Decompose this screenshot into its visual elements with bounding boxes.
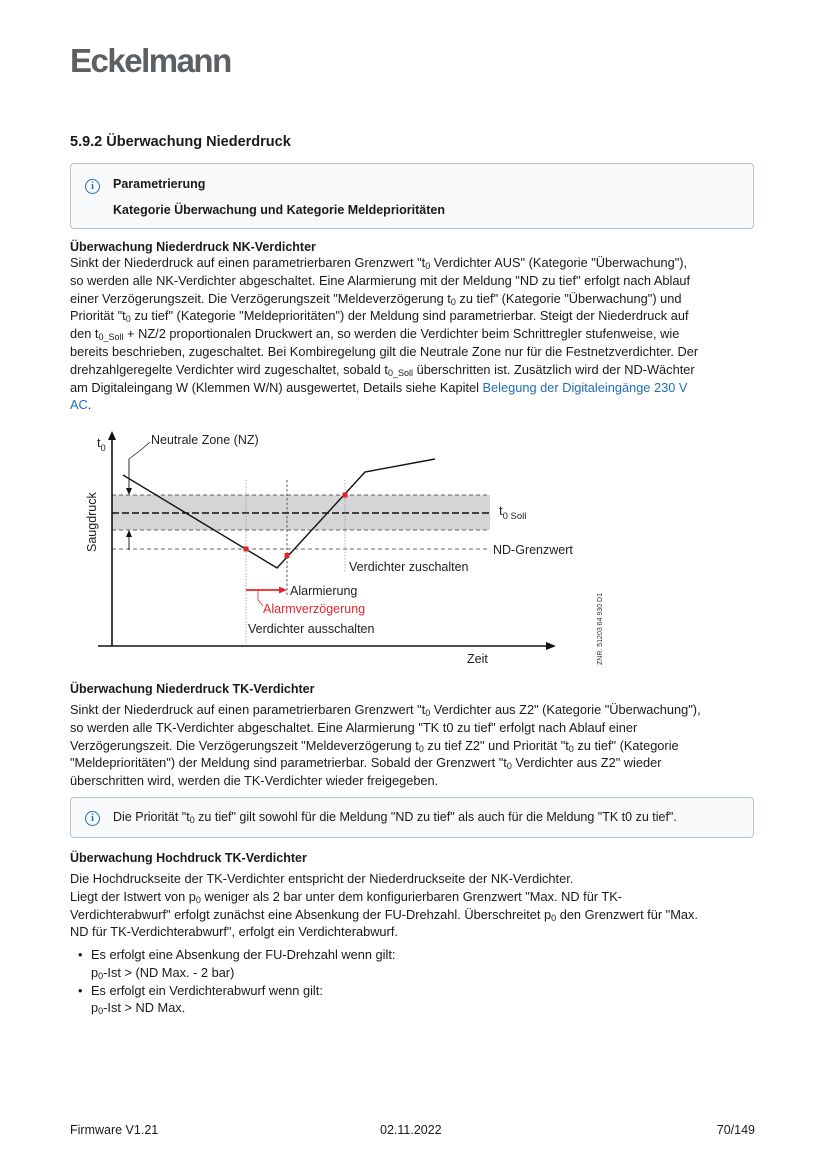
compressors-off-label: Verdichter ausschalten (248, 622, 375, 636)
info-box-subtitle: Kategorie Überwachung und Kategorie Meldeprioritäten (113, 203, 445, 217)
info-box-title: Parametrierung (113, 177, 206, 191)
footer-firmware: Firmware V1.21 (70, 1123, 159, 1137)
neutral-zone-label: Neutrale Zone (NZ) (151, 433, 259, 447)
tk-line: Sinkt der Niederdruck auf einen parametrierbaren Grenzwert "$t_0$ Verdichter aus Z2" (Kategorie "Überwachung"), (70, 702, 701, 718)
eckelmann-logo: Eckelmann (70, 42, 231, 79)
limit-crossing-point (244, 547, 249, 552)
alarm-label: Alarmierung (290, 584, 358, 598)
y-axis-label: Saugdruck (85, 492, 99, 552)
tk-line: Verzögerungszeit. Die Verzögerungszeit "Meldeverzögerung $t_0$ zu tief Z2" und Priorität "$t_0$ zu tief" (Kategorie (70, 737, 679, 754)
hd-paragraph (70, 870, 760, 941)
hd-line: ND für TK-Verdichterabwurf", erfolgt ein Verdichterabwurf. (70, 924, 398, 940)
nk-paragraph (70, 254, 760, 414)
compressors-on-label: Verdichter zuschalten (349, 560, 469, 574)
hd-bullet-list (78, 946, 395, 1017)
low-pressure-diagram (80, 428, 620, 673)
alarm-point (285, 553, 290, 558)
nk-line: einer Verzögerungszeit. Die Verzögerungszeit "Meldeverzögerung $t_0$ zu tief" (Kategorie "Überwachung") und (70, 290, 682, 307)
tk-line: so werden alle TK-Verdichter abgeschaltet. Eine Alarmierung "TK t0 zu tief" erfolgt nach Ablauf einer (70, 719, 638, 735)
bullet-item: • Es erfolgt ein Verdichterabwurf wenn gilt: $p_0$-Ist > ND Max. (78, 982, 395, 1018)
section-title: 5.9.2 Überwachung Niederdruck (70, 134, 291, 150)
footer-page-number: 70/149 (716, 1123, 755, 1137)
info-box-text: Die Priorität "$t_0$ zu tief" gilt sowohl für die Meldung "ND zu tief" als auch für die Meldung "TK t0 zu tief". (113, 810, 677, 825)
tk-line: "Meldeprioritäten") der Meldung sind parametrierbar. Sobald der Grenzwert "$t_0$ Verdichter aus Z2" wieder (70, 755, 662, 772)
hd-line: Die Hochdruckseite der TK-Verdichter entspricht der Niederdruckseite der NK-Verdichter. (70, 871, 574, 886)
hd-heading: Überwachung Hochdruck TK-Verdichter (70, 851, 307, 865)
setpoint-label: $t_{0 Soll}$ (499, 503, 527, 522)
drawing-number: ZNR. 51203 64 930 D1 (597, 593, 604, 665)
digital-inputs-link-cont[interactable]: AC (70, 397, 88, 413)
bullet-item: • Es erfolgt eine Absenkung der FU-Drehzahl wenn gilt: $p_0$-Ist > (ND Max. - 2 bar) (78, 946, 395, 982)
nk-line: den $t_{0\_Soll} + NZ/2$ proportionalen Druckwert an, so werden die Verdichter beim Schrittregler stufenweise, wie (70, 326, 680, 343)
parametrierung-info-box (70, 163, 754, 229)
nk-line: Sinkt der Niederdruck auf einen parametrierbaren Grenzwert "$t_0$ Verdichter AUS" (Kategorie "Überwachung"), (70, 255, 688, 271)
y-axis-arrow-icon (108, 431, 116, 440)
limit-label: ND-Grenzwert (493, 543, 573, 557)
nk-line: drehzahlgeregelte Verdichter wird zugeschaltet, sobald $t_{0\_Soll}$ überschritten ist. Zusätzlich wird der ND-Wächter (70, 361, 695, 378)
priority-info-box (70, 797, 754, 838)
digital-inputs-link[interactable]: Belegung der Digitaleingänge 230 V (482, 379, 688, 395)
hd-line: Verdichterabwurf" erfolgt zunächst eine Absenkung der FU-Drehzahl. Überschreitet $p_0$ den Grenzwert für "Max. (70, 906, 698, 923)
nk-line: bereits beschrieben, zugeschaltet. Bei Kombiregelung gilt die Neutrale Zone nur für die Festnetzverdichter. Der (70, 343, 699, 359)
tk-paragraph (70, 701, 760, 790)
info-icon: i (85, 179, 100, 194)
nk-line: so werden alle NK-Verdichter abgeschaltet. Eine Alarmierung mit der Meldung "ND zu tief" erfolgt nach Ablauf (70, 272, 691, 288)
nk-line: Priorität "$t_0$ zu tief" (Kategorie "Meldeprioritäten") der Meldung sind parametrierbar. Steigt der Niederdruck auf (70, 308, 689, 325)
x-axis-label: Zeit (467, 652, 488, 666)
nk-line: AC. (70, 397, 92, 413)
y-axis-symbol: $t_0$ (97, 435, 106, 453)
info-icon: i (85, 811, 100, 826)
x-axis-arrow-icon (546, 642, 556, 650)
footer-date: 02.11.2022 (380, 1123, 442, 1137)
zone-crossing-point (343, 493, 348, 498)
hd-line: Liegt der Istwert von $p_0$ weniger als 2 bar unter dem konfigurierbaren Grenzwert "Max. ND für TK- (70, 888, 623, 905)
tk-line: überschritten wird, werden die TK-Verdichter wieder freigegeben. (70, 773, 439, 789)
nk-heading: Überwachung Niederdruck NK-Verdichter (70, 240, 316, 254)
nk-line: am Digitaleingang W (Klemmen W/N) ausgewertet, Details siehe Kapitel Belegung der Digitaleingänge 230 V (70, 379, 688, 395)
tk-heading: Überwachung Niederdruck TK-Verdichter (70, 682, 315, 696)
alarm-delay-label: Alarmverzögerung (263, 602, 366, 616)
